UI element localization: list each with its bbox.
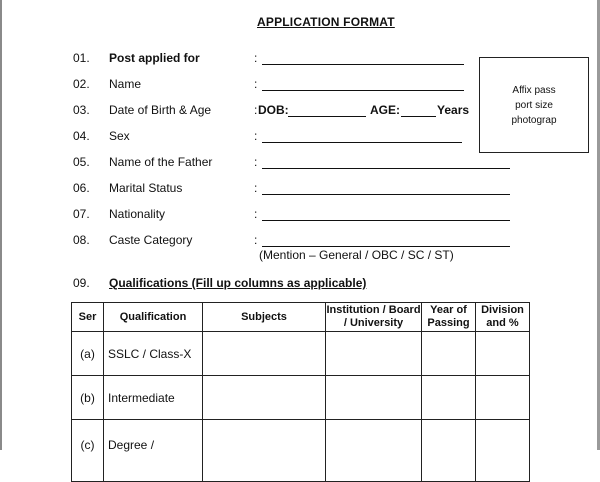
- field-label: Name of the Father: [109, 155, 213, 169]
- column-header-subjects: Subjects: [203, 303, 326, 332]
- qualification-cell: SSLC / Class-X: [104, 332, 203, 376]
- institution-cell[interactable]: [326, 420, 422, 482]
- photo-box-line: port size: [515, 99, 553, 111]
- column-header-institution: Institution / Board / University: [326, 303, 422, 332]
- ser-cell: (b): [72, 376, 104, 420]
- qualifications-heading: Qualifications (Fill up columns as applicable): [109, 276, 367, 290]
- form-title: APPLICATION FORMAT: [257, 15, 395, 29]
- field-colon: :: [254, 155, 258, 169]
- father-name-input-line[interactable]: [262, 168, 510, 169]
- photo-box-line: Affix pass: [512, 84, 556, 96]
- field-label: Sex: [109, 129, 130, 143]
- field-label: Name: [109, 77, 142, 91]
- institution-cell[interactable]: [326, 332, 422, 376]
- field-label: Nationality: [109, 207, 166, 221]
- field-label: Date of Birth & Age: [109, 103, 212, 117]
- field-number: 05.: [73, 155, 90, 169]
- field-colon: :: [254, 233, 258, 247]
- field-number: 03.: [73, 103, 90, 117]
- subjects-cell[interactable]: [203, 332, 326, 376]
- age-input-line[interactable]: [401, 116, 436, 117]
- field-label: Post applied for: [109, 51, 200, 65]
- field-number: 01.: [73, 51, 90, 65]
- institution-cell[interactable]: [326, 376, 422, 420]
- division-cell[interactable]: [476, 420, 530, 482]
- qualifications-table: [71, 302, 530, 482]
- division-cell[interactable]: [476, 332, 530, 376]
- photo-box: [479, 57, 589, 153]
- field-colon: :: [254, 207, 258, 221]
- division-cell[interactable]: [476, 376, 530, 420]
- nationality-input-line[interactable]: [262, 220, 510, 221]
- ser-cell: (c): [72, 420, 104, 482]
- table-row: [72, 332, 530, 376]
- ser-cell: (a): [72, 332, 104, 376]
- field-colon: :: [254, 129, 258, 143]
- table-row: [72, 420, 530, 482]
- dob-input-line[interactable]: [288, 116, 366, 117]
- subjects-cell[interactable]: [203, 420, 326, 482]
- name-input-line[interactable]: [262, 90, 464, 91]
- photo-box-text: [489, 83, 579, 128]
- field-number: 04.: [73, 129, 90, 143]
- column-header-qualification: Qualification: [104, 303, 203, 332]
- age-label: AGE:: [370, 103, 400, 117]
- field-label: Caste Category: [109, 233, 193, 247]
- field-colon: :: [254, 103, 258, 117]
- field-number: 02.: [73, 77, 90, 91]
- photo-box-line: photograp: [511, 114, 557, 126]
- table-row: [72, 376, 530, 420]
- post-applied-input-line[interactable]: [262, 64, 464, 65]
- marital-status-input-line[interactable]: [262, 194, 510, 195]
- year-cell[interactable]: [422, 332, 476, 376]
- caste-category-input-line[interactable]: [262, 246, 510, 247]
- field-number: 08.: [73, 233, 90, 247]
- field-colon: :: [254, 77, 258, 91]
- page-edge-left: [0, 0, 2, 450]
- column-header-ser: Ser: [72, 303, 104, 332]
- year-cell[interactable]: [422, 376, 476, 420]
- column-header-year: Year of Passing: [422, 303, 476, 332]
- qualification-cell: Degree /: [104, 420, 203, 482]
- field-number: 07.: [73, 207, 90, 221]
- field-colon: :: [254, 51, 258, 65]
- field-number: 06.: [73, 181, 90, 195]
- qualifications-number: 09.: [73, 276, 90, 290]
- qualification-cell: Intermediate: [104, 376, 203, 420]
- field-colon: :: [254, 181, 258, 195]
- table-header-row: [72, 303, 530, 332]
- subjects-cell[interactable]: [203, 376, 326, 420]
- sex-input-line[interactable]: [262, 142, 462, 143]
- dob-label: DOB:: [258, 103, 289, 117]
- caste-category-note: (Mention – General / OBC / SC / ST): [259, 248, 454, 262]
- column-header-division: Division and %: [476, 303, 530, 332]
- field-label: Marital Status: [109, 181, 183, 195]
- years-label: Years: [437, 103, 470, 117]
- year-cell[interactable]: [422, 420, 476, 482]
